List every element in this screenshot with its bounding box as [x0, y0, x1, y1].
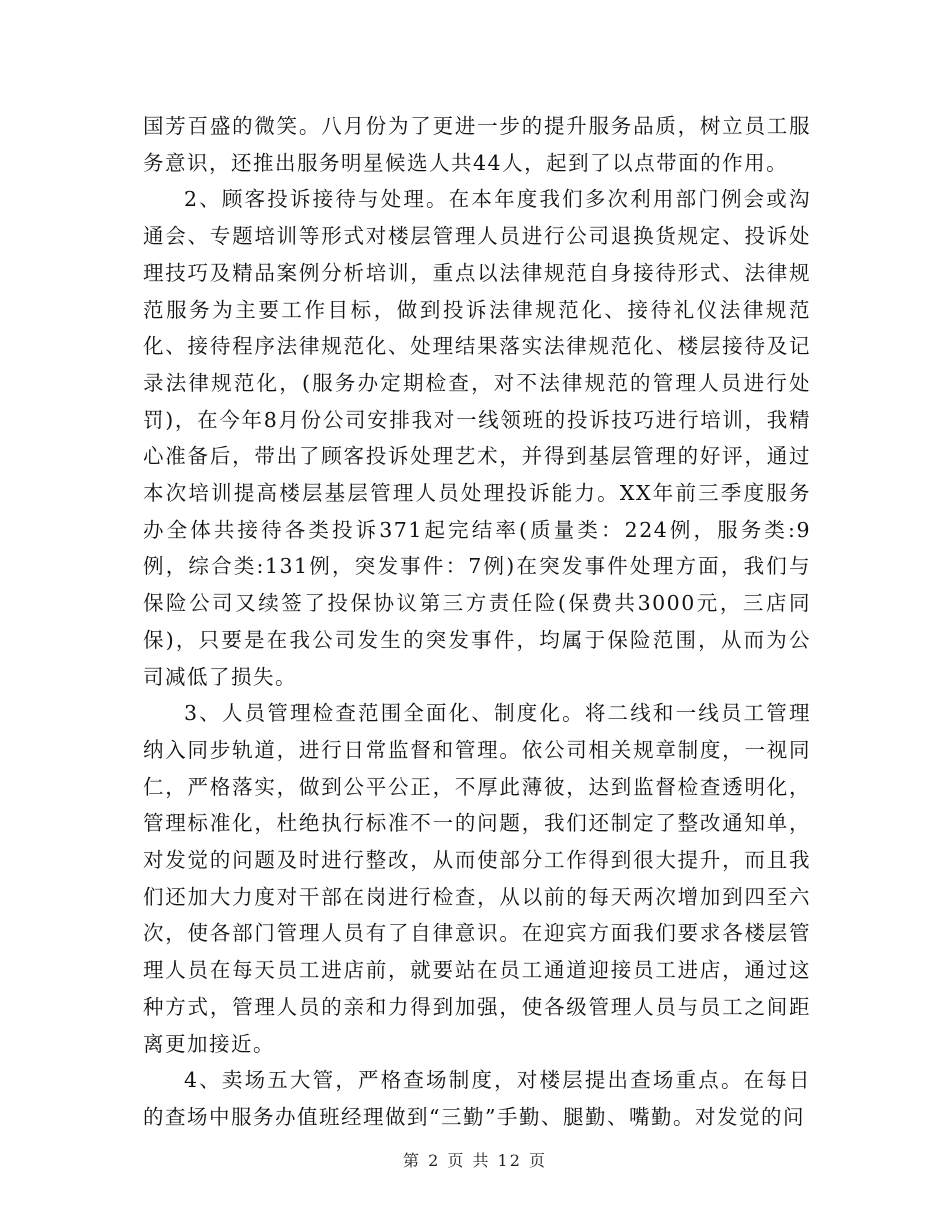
paragraph-staff-management: 3、人员管理检查范围全面化、制度化。将二线和一线员工管理纳入同步轨道，进行日常监督和管理。依公司相关规章制度，一视同仁，严格落实，做到公平公正，不厚此薄彼，达到监督检查透明化，管理标准化，杜绝执行标准不一的问题，我们还制定了整改通知单，对发觉的问题及时进行整改，从而使部分工作得到很大提升，而且我们还加大力度对干部在岗进行检查，从以前的每天两次增加到四至六次，使各部门管理人员有了自律意识。在迎宾方面我们要求各楼层管理人员在每天员工进店前，就要站在员工通道迎接员工进店，通过这种方式，管理人员的亲和力得到加强，使各级管理人员与员工之间距离更加接近。 [143, 701, 811, 1056]
page-number-footer: 第 2 页 共 12 页 [403, 1151, 547, 1170]
paragraph-complaint-handling: 2、顾客投诉接待与处理。在本年度我们多次利用部门例会或沟通会、专题培训等形式对楼层管理人员进行公司退换货规定、投诉处理技巧及精品案例分析培训，重点以法律规范自身接待形式、法律规范服务为主要工作目标，做到投诉法律规范化、接待礼仪法律规范化、接待程序法律规范化、处理结果落实法律规范化、楼层接待及记录法律规范化，(服务办定期检查，对不法律规范的管理人员进行处罚)，在今年8月份公司安排我对一线领班的投诉技巧进行培训，我精心准备后，带出了顾客投诉处理艺术，并得到基层管理的好评，通过本次培训提高楼层基层管理人员处理投诉能力。XX年前三季度服务办全体共接待各类投诉371起完结率(质量类：224例，服务类:9例，综合类:131例，突发事件：7例)在突发事件处理方面，我们与保险公司又续签了投保协议第三方责任险(保费共3000元，三店同保)，只要是在我公司发生的突发事件，均属于保险范围，从而为公司减低了损失。 [143, 187, 811, 689]
paragraph-floor-inspection: 4、卖场五大管，严格查场制度，对楼层提出查场重点。在每日的查场中服务办值班经理做到“三勤”手勤、腿勤、嘴勤。对发觉的问 [143, 1068, 811, 1129]
document-body [143, 108, 811, 1136]
paragraph-continuation: 国芳百盛的微笑。八月份为了更进一步的提升服务品质，树立员工服务意识，还推出服务明星候选人共44人，起到了以点带面的作用。 [143, 114, 811, 175]
